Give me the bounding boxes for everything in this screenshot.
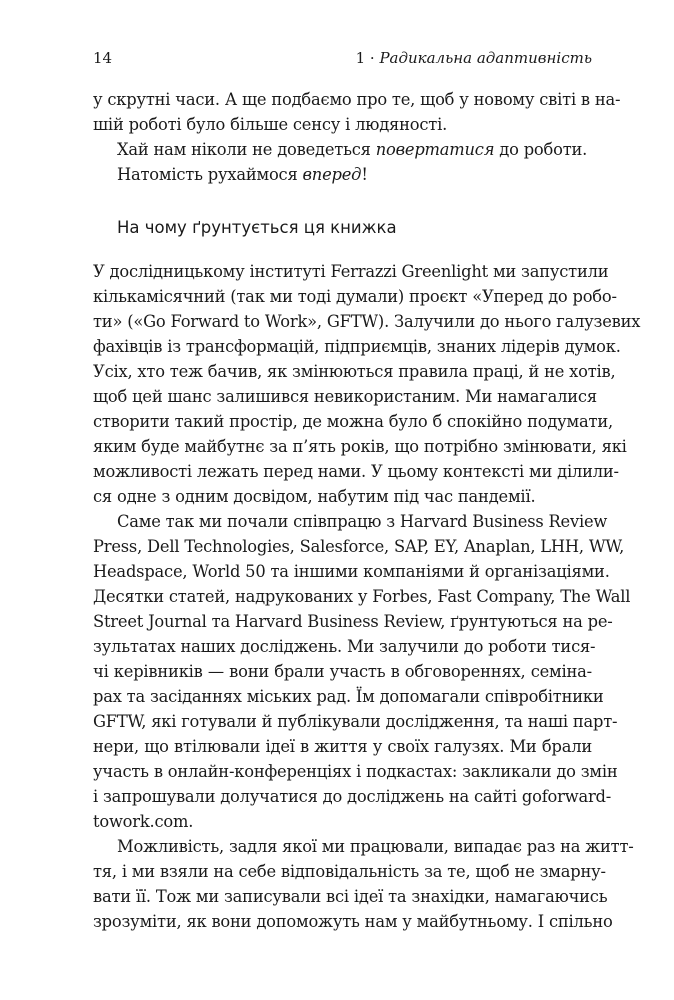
text-line: рах та засіданнях міських рад. Їм допомагали співробітники: [93, 687, 604, 706]
text-line: Можливість, задля якої ми працювали, випадає раз на житт-: [117, 837, 634, 856]
chapter-running-title: [356, 49, 592, 67]
text-line: у скрутні часи. А ще подбаємо про те, щоб у новому світі в на-: [93, 90, 621, 109]
text-line: towork.com.: [93, 812, 194, 831]
body-text: [93, 259, 641, 934]
text-line: і запрошували долучатися до досліджень на сайті goforward-: [93, 787, 612, 806]
text-line: фахівців із трансформацій, підприємців, знаних лідерів думок.: [93, 337, 621, 356]
text-line: Усіх, хто теж бачив, як змінюються правила праці, й не хотів,: [93, 362, 616, 381]
text-line: ся одне з одним досвідом, набутим під час пандемії.: [93, 487, 536, 506]
text-run: !: [361, 165, 368, 184]
text-run: Натомість рухаймося: [117, 165, 303, 184]
text-line: зрозуміти, як вони допоможуть нам у майбутньому. І спільно: [93, 912, 613, 931]
emphasis: вперед: [302, 165, 362, 184]
text-line: тя, і ми взяли на себе відповідальність за те, щоб не змарну-: [93, 862, 606, 881]
page-number: 14: [93, 49, 113, 67]
text-line: [93, 137, 592, 162]
running-head: [93, 49, 592, 71]
text-line: ти» («Go Forward to Work», GFTW). Залучили до нього галузевих: [93, 312, 641, 331]
text-line: вати її. Тож ми записували всі ідеї та знахідки, намагаючись: [93, 887, 608, 906]
chapter-title: Радикальна адаптивність: [379, 49, 592, 67]
text-line: Саме так ми почали співпрацю з Harvard Business Review: [117, 512, 608, 531]
text-line: [93, 162, 592, 187]
text-line: створити такий простір, де можна було б спокійно подумати,: [93, 412, 613, 431]
text-line: У дослідницькому інституті Ferrazzi Greenlight ми запустили: [93, 262, 609, 281]
section-heading: На чому ґрунтується ця книжка: [117, 218, 397, 237]
text-line: щоб цей шанс залишився невикористаним. Ми намагалися: [93, 387, 597, 406]
text-line: Street Journal та Harvard Business Review, ґрунтуються на ре-: [93, 612, 613, 631]
text-line: шій роботі було більше сенсу і людяності.: [93, 115, 448, 134]
text-line: чі керівників — вони брали участь в обговореннях, семіна-: [93, 662, 592, 681]
text-line: Headspace, World 50 та іншими компаніями й організаціями.: [93, 562, 610, 581]
text-line: яким буде майбутнє за п’ять років, що потрібно змінювати, які: [93, 437, 627, 456]
text-line: зультатах наших досліджень. Ми залучили до роботи тися-: [93, 637, 596, 656]
text-run: до роботи.: [494, 140, 588, 159]
chapter-number: 1 ·: [355, 49, 380, 67]
text-line: участь в онлайн-конференціях і подкастах: закликали до змін: [93, 762, 618, 781]
text-line: нери, що втілювали ідеї в життя у своїх галузях. Ми брали: [93, 737, 592, 756]
emphasis: повертатися: [375, 140, 495, 159]
text-run: Хай нам ніколи не доведеться: [117, 140, 376, 159]
intro-paragraph: [93, 87, 621, 187]
text-line: Press, Dell Technologies, Salesforce, SAP, EY, Anaplan, LHH, WW,: [93, 537, 625, 556]
text-line: GFTW, які готували й публікували дослідження, та наші парт-: [93, 712, 618, 731]
text-line: кількамісячний (так ми тоді думали) проєкт «Уперед до робо-: [93, 287, 617, 306]
text-line: можливості лежать перед нами. У цьому контексті ми ділили-: [93, 462, 619, 481]
text-line: Десятки статей, надрукованих у Forbes, Fast Company, The Wall: [93, 587, 631, 606]
